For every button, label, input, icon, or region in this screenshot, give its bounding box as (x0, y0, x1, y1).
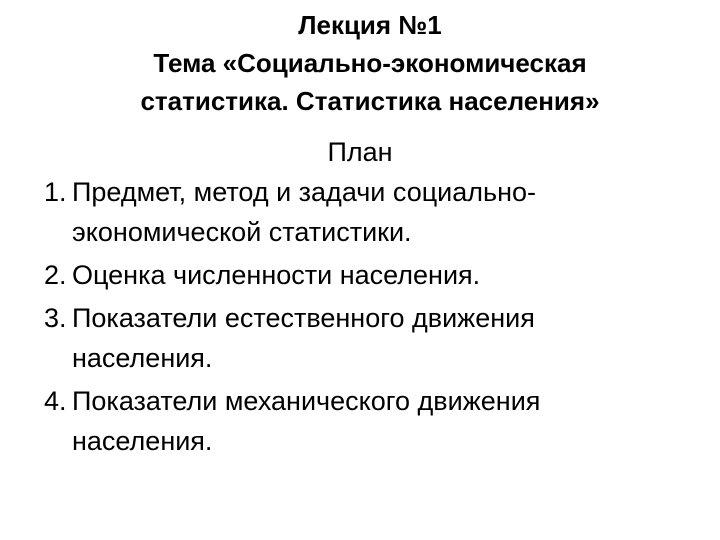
plan-item-text (72, 381, 704, 461)
plan-item-text (72, 298, 704, 378)
plan-item-line: Предмет, метод и задачи социально- (72, 177, 537, 207)
plan-item-line: Показатели естественного движения (72, 303, 535, 333)
title-line-topic: Тема «Социально-экономическая (153, 48, 587, 78)
plan-item-line: Показатели механического движения (72, 386, 541, 416)
plan-heading: План (327, 137, 393, 167)
plan-item-number: 1. (44, 177, 67, 207)
plan-list (44, 172, 704, 461)
title-line-lecture: Лекция №1 (298, 10, 442, 40)
plan-item-text (72, 172, 704, 252)
plan-item-number: 4. (44, 386, 67, 416)
plan-item-1 (44, 172, 704, 252)
plan-item-line: экономической статистики. (72, 217, 412, 247)
title-line-topic-continued: статистика. Статистика населения» (140, 86, 600, 116)
plan-item-3 (44, 298, 704, 378)
plan-item-4 (44, 381, 704, 461)
plan-item-line: населения. (72, 343, 213, 373)
plan-item-2 (44, 255, 704, 295)
plan-item-number: 3. (44, 303, 67, 333)
slide-title (40, 6, 700, 120)
plan-item-text (72, 255, 704, 295)
plan-item-line: Оценка численности населения. (72, 260, 481, 290)
plan-item-line: населения. (72, 426, 213, 456)
plan-item-number: 2. (44, 260, 67, 290)
